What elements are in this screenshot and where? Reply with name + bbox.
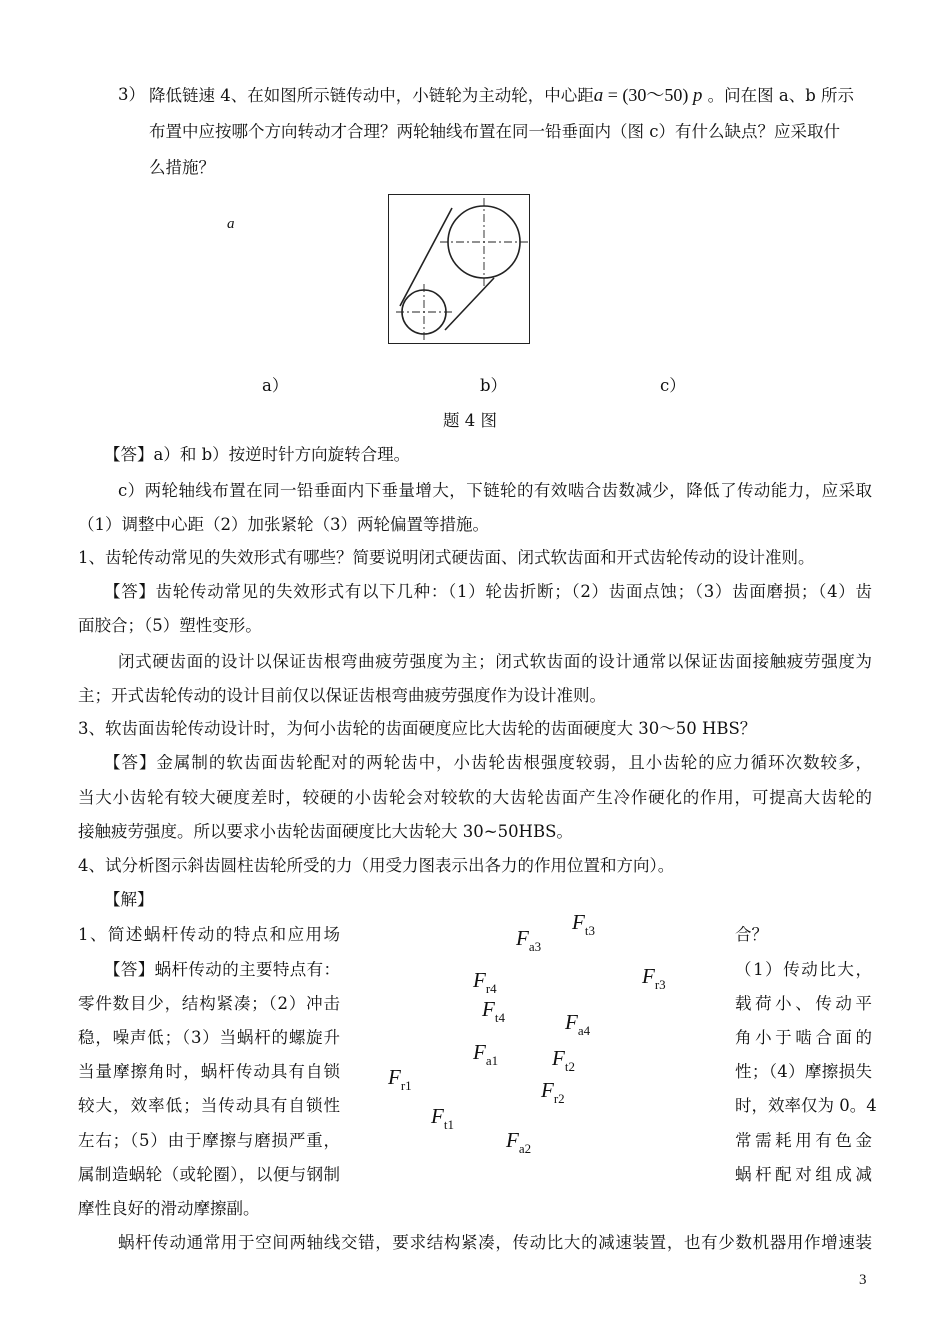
chain-upper-strand (400, 208, 452, 306)
worm-left-line-6: 较大，效率低；当传动具有自锁性 (78, 1096, 340, 1115)
q4b-solution: 【解】 (104, 890, 154, 909)
ans1-line3: 闭式硬齿面的设计以保证齿根弯曲疲劳强度为主；闭式软齿面的设计通常以保证齿面接触疲劳强度为 (118, 652, 872, 671)
q3-line2: 布置中应按哪个方向转动才合理？两轮轴线布置在同一铅垂面内（图 c）有什么缺点？应采取什 (149, 122, 840, 141)
worm-left-line-4: 稳，噪声低；（3）当蜗杆的螺旋升 (78, 1028, 340, 1047)
subfig-label-c: c） (660, 376, 686, 395)
worm-right-line-5: 性；（4）摩擦损失 (735, 1062, 872, 1081)
worm-left-line-7: 左右；（5）由于摩擦与磨损严重， (78, 1131, 340, 1150)
ans3b-line1: 【答】金属制的软齿面齿轮配对的两轮齿中，小齿轮齿根强度较弱，且小齿轮的应力循环次数较多， (104, 753, 872, 772)
worm-right-line-7: 常需耗用有色金 (735, 1131, 872, 1150)
q3b-line: 3、软齿面齿轮传动设计时，为何小齿轮的齿面硬度应比大齿轮的齿面硬度大 30～50 HBS？ (78, 719, 757, 738)
q3-line3: 么措施？ (149, 158, 215, 177)
force-label-ft2: $F_{t2}$ (552, 1046, 575, 1074)
subfig-label-b: b） (480, 376, 508, 395)
ans1-line4: 主；开式齿轮传动的设计目前仅以保证齿根弯曲疲劳强度作为设计准则。 (78, 686, 606, 705)
force-label-fa3: $F_{a3}$ (516, 926, 542, 954)
worm-right-line-6: 时，效率仅为 0。4 (735, 1096, 877, 1115)
force-label-fa2: $F_{a2}$ (506, 1128, 532, 1156)
worm-left-line-2: 【答】蜗杆传动的主要特点有： (104, 960, 340, 979)
force-label-fr2: $F_{r2}$ (541, 1078, 565, 1106)
ans4-line1: 【答】a）和 b）按逆时针方向旋转合理。 (104, 445, 411, 464)
force-label-fr1: $F_{r1}$ (388, 1065, 412, 1093)
worm-right-line-2: （1）传动比大， (735, 960, 872, 979)
q3-number: 3） (118, 85, 145, 104)
force-label-fa4: $F_{a4}$ (565, 1010, 591, 1038)
force-label-ft4: $F_{t4}$ (482, 997, 505, 1025)
worm-right-line-8: 蜗杆配对组成减 (735, 1165, 872, 1184)
force-label-ft1: $F_{t1}$ (431, 1104, 454, 1132)
ans1-line1: 【答】齿轮传动常见的失效形式有以下几种：（1）轮齿折断；（2）齿面点蚀；（3）齿面磨损；（4）齿 (104, 582, 872, 601)
worm-left-line-3: 零件数目少，结构紧凑；（2）冲击 (78, 994, 340, 1013)
q3-line1: 降低链速 4、在如图所示链传动中，小链轮为主动轮，中心距a = (30～50) p 。问在图 a、b 所示 (149, 85, 855, 106)
chain-lower-strand (445, 278, 494, 330)
worm-right-line-3: 载荷小、传动平 (735, 994, 872, 1013)
ans3b-line3: 接触疲劳强度。所以要求小齿轮齿面硬度比大齿轮大 30~50HBS。 (78, 822, 573, 841)
worm-application-line: 蜗杆传动通常用于空间两轴线交错，要求结构紧凑，传动比大的减速装置，也有少数机器用作增速装 (118, 1233, 872, 1252)
figure-stray-label: a (227, 216, 235, 232)
worm-left-line-8: 属制造蜗轮（或轮圈），以便与钢制 (78, 1165, 340, 1184)
figure-caption: 题 4 图 (443, 411, 497, 430)
force-label-ft3: $F_{t3}$ (572, 910, 595, 938)
chain-drive-figure (388, 194, 530, 344)
worm-left-line-9: 摩性良好的滑动摩擦副。 (78, 1199, 260, 1218)
q1-line: 1、齿轮传动常见的失效形式有哪些？简要说明闭式硬齿面、闭式软齿面和开式齿轮传动的设计准则。 (78, 548, 815, 567)
ans1-line2: 面胶合；（5）塑性变形。 (78, 616, 262, 635)
force-label-fa1: $F_{a1}$ (473, 1040, 499, 1068)
force-label-fr3: $F_{r3}$ (642, 964, 666, 992)
ans4-line3: （1）调整中心距（2）加张紧轮（3）两轮偏置等措施。 (78, 515, 489, 534)
worm-left-line-1: 1、简述蜗杆传动的特点和应用场 (78, 925, 340, 944)
page-number: 3 (859, 1272, 867, 1288)
worm-right-line-4: 角小于啮合面的 (735, 1028, 872, 1047)
subfig-label-a: a） (262, 376, 289, 395)
worm-right-line-1: 合？ (735, 925, 768, 944)
ans4-line2: c）两轮轴线布置在同一铅垂面内下垂量增大，下链轮的有效啮合齿数减少，降低了传动能力，应采取 (118, 481, 872, 500)
force-label-fr4: $F_{r4}$ (473, 968, 497, 996)
worm-left-line-5: 当量摩擦角时，蜗杆传动具有自锁 (78, 1062, 340, 1081)
q4b-line: 4、试分析图示斜齿圆柱齿轮所受的力（用受力图表示出各力的作用位置和方向）。 (78, 856, 675, 875)
ans3b-line2: 当大小齿轮有较大硬度差时，较硬的小齿轮会对较软的大齿轮齿面产生冷作硬化的作用，可提高大齿轮的 (78, 788, 872, 807)
